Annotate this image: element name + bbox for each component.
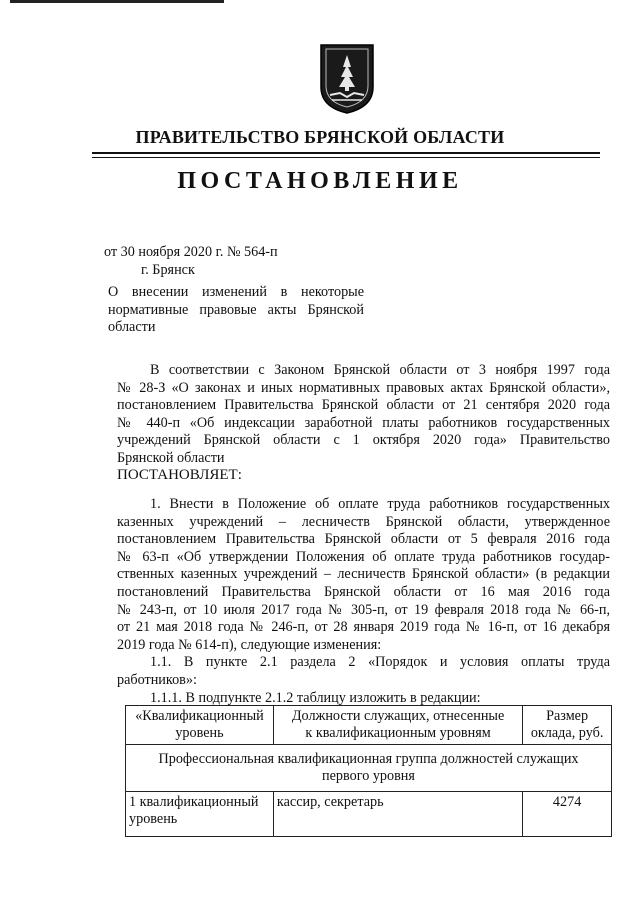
preamble-line: № 28-З «О законах и иных нормативных правовых актах Брянской области»,	[117, 379, 610, 396]
coat-of-arms-emblem	[318, 43, 376, 115]
preamble-line: учреждений Брянской области с 1 октября 2020 года» Правительство	[117, 432, 610, 449]
table-group-row	[126, 745, 612, 792]
clause-line: № 63-п «Об утверждении Положения об оплате труда работников государ-	[117, 548, 610, 565]
clause-line: № 243-п, от 10 июля 2017 года № 305-п, от 19 февраля 2018 года № 66-п,	[117, 601, 610, 618]
clause-line: постановлением Правительства Брянской области от 5 февраля 2016 года	[117, 531, 610, 548]
table-header-row	[126, 706, 612, 745]
header-positions: Должности служащих, отнесенные к квалификационным уровням	[273, 706, 522, 745]
document-type-title: ПОСТАНОВЛЕНИЕ	[177, 168, 463, 194]
preamble-line: В соответствии с Законом Брянской области от 3 ноября 1997 года	[150, 362, 610, 378]
preamble-line: постановлением Правительства Брянской области от 21 сентября 2020 года	[117, 397, 610, 414]
clause-line: ственных казенных учреждений – лесничеств Брянской области» (в редакции	[117, 566, 610, 583]
clause-line: 1.1.1. В подпункте 2.1.2 таблицу изложить в редакции:	[150, 689, 481, 706]
preamble-line: Брянской области	[117, 449, 225, 466]
subject-line: О внесении изменений в некоторые	[108, 284, 364, 300]
subject-line: нормативные правовые акты Брянской	[108, 301, 364, 318]
table-row	[126, 792, 612, 837]
organization-title: ПРАВИТЕЛЬСТВО БРЯНСКОЙ ОБЛАСТИ	[135, 127, 505, 147]
clause-line: 1. Внести в Положение об оплате труда работников государственных	[150, 496, 610, 512]
header-qualification-level: «Квалификационный уровень	[126, 706, 274, 745]
preamble-line: № 440-п «Об индексации заработной платы работников государственных	[117, 414, 610, 431]
resolves-heading: ПОСТАНОВЛЯЕТ:	[117, 467, 242, 483]
clause-1-paragraph	[117, 496, 610, 707]
row-salary: 4274	[523, 792, 612, 837]
preamble-paragraph	[117, 362, 610, 468]
clause-line: казенных учреждений – лесничеств Брянской области, утвержденное	[117, 513, 610, 530]
header-rule-thin	[92, 157, 600, 158]
clause-line: от 21 мая 2018 года № 246-п, от 28 января 2019 года № 16-п, от 16 декабря	[117, 619, 610, 636]
top-edge-rule	[10, 0, 224, 3]
subject-line: области	[108, 319, 156, 336]
salary-table	[125, 705, 612, 837]
header-rule-thick	[92, 152, 600, 154]
document-subject	[108, 284, 364, 337]
clause-line: 1.1. В пункте 2.1 раздела 2 «Порядок и условия оплаты труда	[150, 654, 610, 671]
clause-line: работников»:	[117, 671, 197, 688]
document-date-number: от 30 ноября 2020 г. № 564-п	[104, 244, 278, 260]
document-city: г. Брянск	[141, 262, 195, 278]
clause-line: постановлений Правительства Брянской области от 16 мая 2016 года	[117, 583, 610, 600]
header-salary: Размер оклада, руб.	[523, 706, 612, 745]
qualification-group-title: Профессиональная квалификационная группа должностей служащих первого уровня	[126, 745, 612, 792]
row-qualification-level: 1 квалификационный уровень	[126, 792, 274, 837]
clause-line: 2019 года № 614-п), следующие изменения:	[117, 636, 382, 653]
row-positions: кассир, секретарь	[273, 792, 522, 837]
